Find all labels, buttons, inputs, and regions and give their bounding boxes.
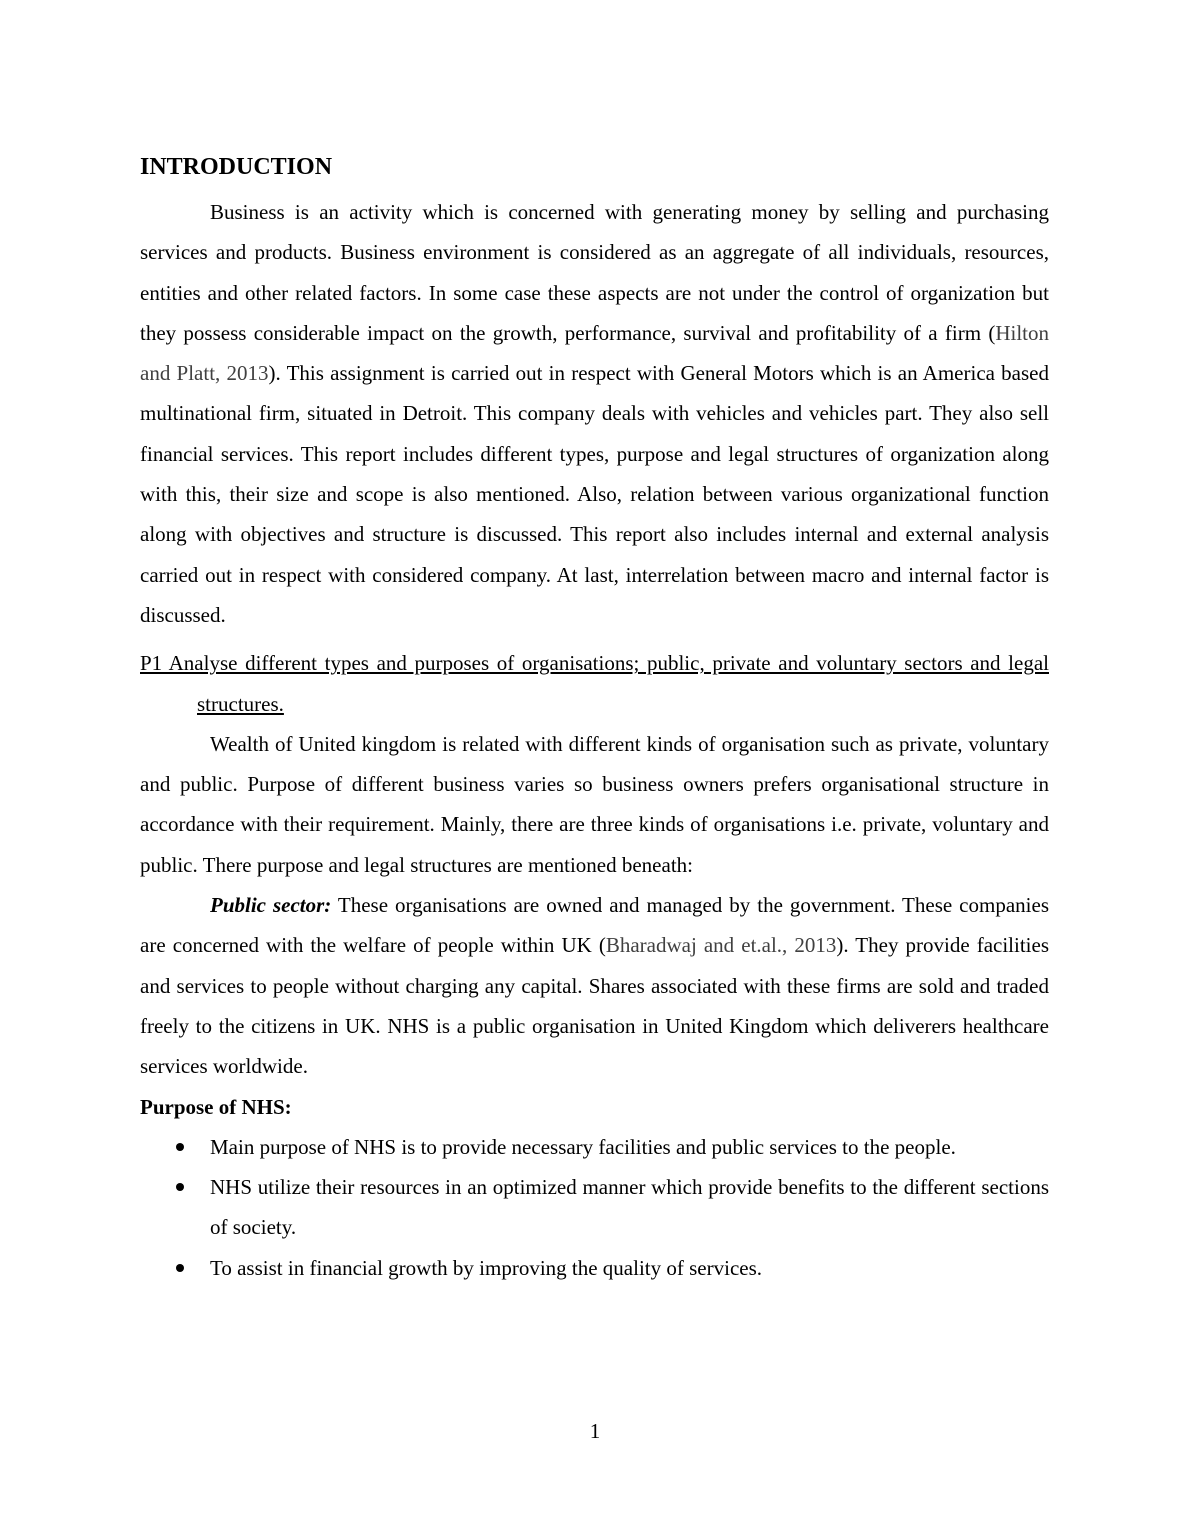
bullet-icon [176, 1264, 184, 1272]
bullet-icon [176, 1183, 184, 1191]
intro-text-part-2: ). This assignment is carried out in respect with General Motors which is an America based multinational firm, situated in Detroit. This company deals with vehicles and vehicles part. They also sell financial services. This report includes different types, purpose and legal structures of organization along with this, their size and scope is also mentioned. Also, relation between various organizational function along with objectives and structure is discussed. This report also includes internal and external analysis carried out in respect with considered company. At last, interrelation between macro and internal factor is discussed. [140, 361, 1049, 627]
section-p1-heading: P1 Analyse different types and purposes of organisations; public, private and voluntary sectors and legal structures. [140, 651, 1049, 716]
document-page [140, 150, 1049, 1288]
public-sector-term: Public sector: [210, 893, 332, 918]
list-item-text: NHS utilize their resources in an optimized manner which provide benefits to the different sections of society. [210, 1175, 1049, 1240]
list-item [140, 1248, 1049, 1288]
list-item [140, 1167, 1049, 1248]
intro-text-part-1: Business is an activity which is concerned with generating money by selling and purchasing services and products. Business environment is considered as an aggregate of all individuals, resources, entities and other related factors. In some case these aspects are not under the control of organization but they possess considerable impact on the growth, performance, survival and profitability of a firm ( [140, 200, 1049, 345]
section-p1-paragraph: Wealth of United kingdom is related with different kinds of organisation such as private, voluntary and public. Purpose of different business varies so business owners prefers organisational structure in accordance with their requirement. Mainly, there are three kinds of organisations i.e. private, voluntary and public. There purpose and legal structures are mentioned beneath: [140, 731, 1049, 877]
nhs-purpose-list [140, 1127, 1049, 1288]
citation-bharadwaj: Bharadwaj and et.al., 2013 [605, 933, 837, 958]
bullet-icon [176, 1143, 184, 1151]
public-sector-paragraph [140, 885, 1049, 1086]
introduction-heading: INTRODUCTION [140, 154, 333, 180]
list-item [140, 1127, 1049, 1167]
page-number: 1 [589, 1419, 601, 1443]
list-item-text: Main purpose of NHS is to provide necessary facilities and public services to the people. [210, 1134, 956, 1159]
list-item-text: To assist in financial growth by improving the quality of services. [210, 1255, 763, 1280]
purpose-of-nhs-label: Purpose of NHS: [140, 1094, 292, 1119]
public-sector-text-part-1: These organisations are owned and managed by the government. These companies are concerned with the welfare of people within UK ( [140, 893, 1049, 958]
citation-hilton-platt: Hilton and Platt, 2013 [140, 320, 1049, 386]
public-sector-text-part-2: ). They provide facilities and services to people without charging any capital. Shares associated with these firms are sold and traded freely to the citizens in UK. NHS is a public organisation in United Kingdom which deliverers healthcare services worldwide. [140, 933, 1050, 1079]
introduction-paragraph [140, 192, 1049, 635]
